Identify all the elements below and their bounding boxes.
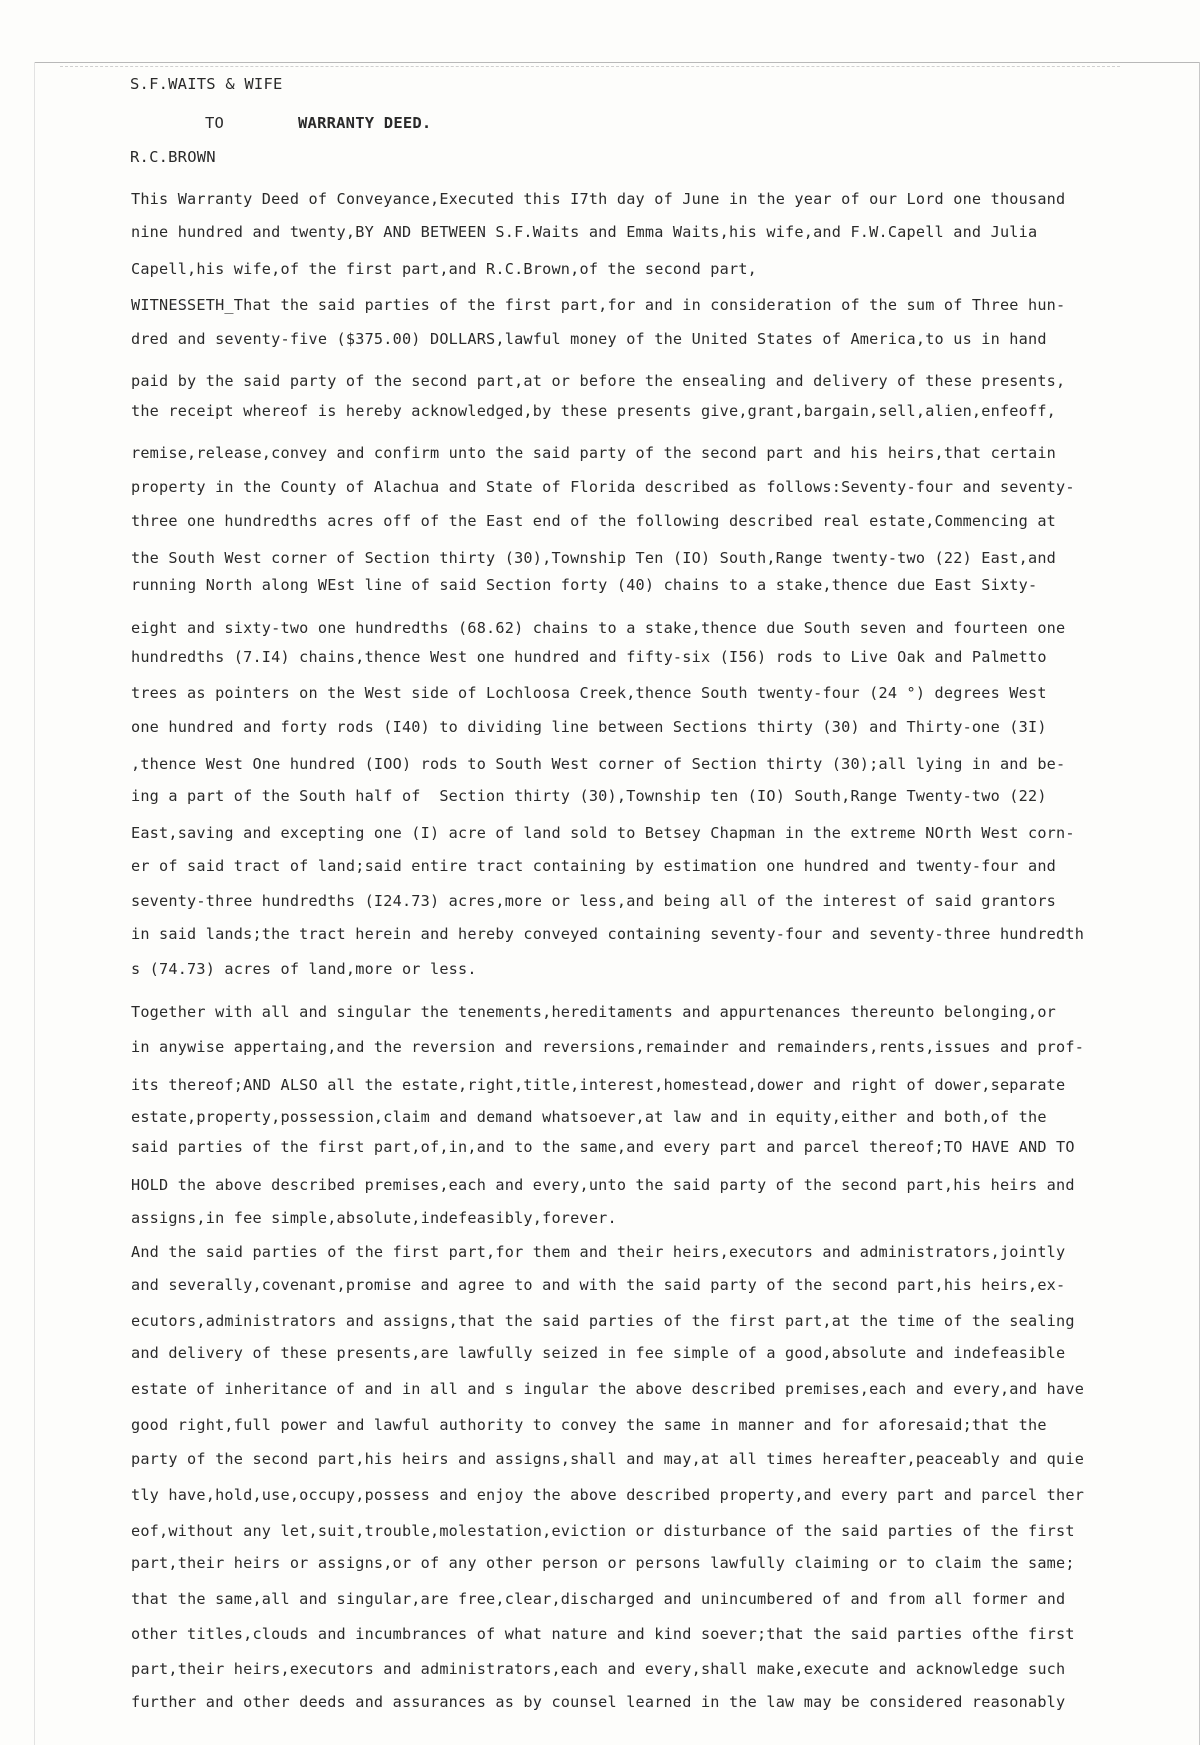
body-line: ecutors,administrators and assigns,that the said parties of the first part,at the time of the sealing [131, 1312, 1075, 1330]
body-line: er of said tract of land;said entire tract containing by estimation one hundred and twenty-four and [131, 857, 1057, 875]
body-line: remise,release,convey and confirm unto the said party of the second part and his heirs,that certain [131, 444, 1057, 462]
body-line: party of the second part,his heirs and assigns,shall and may,at all times hereafter,peaceably and quie [131, 1450, 1085, 1468]
body-line: tly have,hold,use,occupy,possess and enjoy the above described property,and every part and parcel ther [131, 1486, 1085, 1504]
body-line: said parties of the first part,of,in,and to the same,and every part and parcel thereof;TO HAVE AND TO [131, 1138, 1075, 1156]
body-line: other titles,clouds and incumbrances of what nature and kind soever;that the said parties ofthe first [131, 1625, 1075, 1643]
body-line: and severally,covenant,promise and agree to and with the said party of the second part,his heirs,ex- [131, 1276, 1066, 1294]
body-line: eof,without any let,suit,trouble,molestation,eviction or disturbance of the said parties of the first [131, 1522, 1075, 1540]
body-line: paid by the said party of the second part,at or before the ensealing and delivery of these presents, [131, 372, 1066, 390]
body-line: property in the County of Alachua and State of Florida described as follows:Seventy-four and seventy- [131, 478, 1075, 496]
page-top-edge [34, 62, 1200, 63]
body-line: seventy-three hundredths (I24.73) acres,more or less,and being all of the interest of said grantors [131, 892, 1057, 910]
grantor-heading: S.F.WAITS & WIFE [130, 75, 283, 93]
body-line: estate of inheritance of and in all and s ingular the above described premises,each and every,and have [131, 1380, 1085, 1398]
body-line: in said lands;the tract herein and hereby conveyed containing seventy-four and seventy-three hundredth [131, 925, 1085, 943]
body-line: Together with all and singular the tenements,hereditaments and appurtenances thereunto belonging,or [131, 1003, 1057, 1021]
page-left-edge [34, 62, 35, 1745]
grantee-heading: R.C.BROWN [130, 148, 216, 166]
body-line: dred and seventy-five ($375.00) DOLLARS,lawful money of the United States of America,to us in hand [131, 330, 1047, 348]
body-line: and delivery of these presents,are lawfully seized in fee simple of a good,absolute and indefeasible [131, 1344, 1066, 1362]
body-line: trees as pointers on the West side of Lochloosa Creek,thence South twenty-four (24 °) degrees West [131, 684, 1047, 702]
body-line: s (74.73) acres of land,more or less. [131, 960, 477, 978]
body-line: assigns,in fee simple,absolute,indefeasibly,forever. [131, 1209, 617, 1227]
body-line: three one hundredths acres off of the East end of the following described real estate,Commencing at [131, 512, 1057, 530]
body-line: HOLD the above described premises,each and every,unto the said party of the second part,his heirs and [131, 1176, 1075, 1194]
body-line: one hundred and forty rods (I40) to dividing line between Sections thirty (30) and Thirty-one (3I) [131, 718, 1047, 736]
body-line: ,thence West One hundred (IOO) rods to South West corner of Section thirty (30);all lying in and be- [131, 755, 1066, 773]
body-line: estate,property,possession,claim and demand whatsoever,at law and in equity,either and both,of the [131, 1108, 1047, 1126]
body-line: the South West corner of Section thirty (30),Township Ten (IO) South,Range twenty-two (22) East,and [131, 549, 1057, 567]
body-line: in anywise appertaing,and the reversion and reversions,remainder and remainders,rents,issues and prof- [131, 1038, 1085, 1056]
body-line: the receipt whereof is hereby acknowledged,by these presents give,grant,bargain,sell,alien,enfeoff, [131, 402, 1057, 420]
body-line: eight and sixty-two one hundredths (68.62) chains to a stake,thence due South seven and fourteen one [131, 619, 1066, 637]
body-line: hundredths (7.I4) chains,thence West one hundred and fifty-six (I56) rods to Live Oak and Palmetto [131, 648, 1047, 666]
body-line: Capell,his wife,of the first part,and R.C.Brown,of the second part, [131, 260, 758, 278]
body-line: its thereof;AND ALSO all the estate,right,title,interest,homestead,dower and right of dower,separate [131, 1076, 1066, 1094]
body-line: further and other deeds and assurances as by counsel learned in the law may be considered reasonably [131, 1693, 1066, 1711]
page-top-edge-shadow [60, 66, 1120, 67]
body-line: And the said parties of the first part,for them and their heirs,executors and administrators,jointly [131, 1243, 1066, 1261]
body-line: WITNESSETH_That the said parties of the first part,for and in consideration of the sum of Three hun- [131, 296, 1066, 314]
body-line: This Warranty Deed of Conveyance,Executed this I7th day of June in the year of our Lord one thousand [131, 190, 1066, 208]
body-line: good right,full power and lawful authority to convey the same in manner and for aforesaid;that the [131, 1416, 1047, 1434]
instrument-title: WARRANTY DEED. [298, 114, 432, 132]
body-line: that the same,all and singular,are free,clear,discharged and unincumbered of and from all former and [131, 1590, 1066, 1608]
body-line: nine hundred and twenty,BY AND BETWEEN S.F.Waits and Emma Waits,his wife,and F.W.Capell and Julia [131, 223, 1038, 241]
body-line: running North along WEst line of said Section forty (40) chains to a stake,thence due East Sixty- [131, 576, 1038, 594]
body-line: ing a part of the South half of Section thirty (30),Township ten (IO) South,Range Twenty-two (22) [131, 787, 1047, 805]
body-line: part,their heirs,executors and administrators,each and every,shall make,execute and acknowledge such [131, 1660, 1066, 1678]
body-line: East,saving and excepting one (I) acre of land sold to Betsey Chapman in the extreme NOrth West corn- [131, 824, 1075, 842]
body-line: part,their heirs or assigns,or of any other person or persons lawfully claiming or to claim the same; [131, 1554, 1075, 1572]
to-heading: TO [205, 114, 225, 132]
